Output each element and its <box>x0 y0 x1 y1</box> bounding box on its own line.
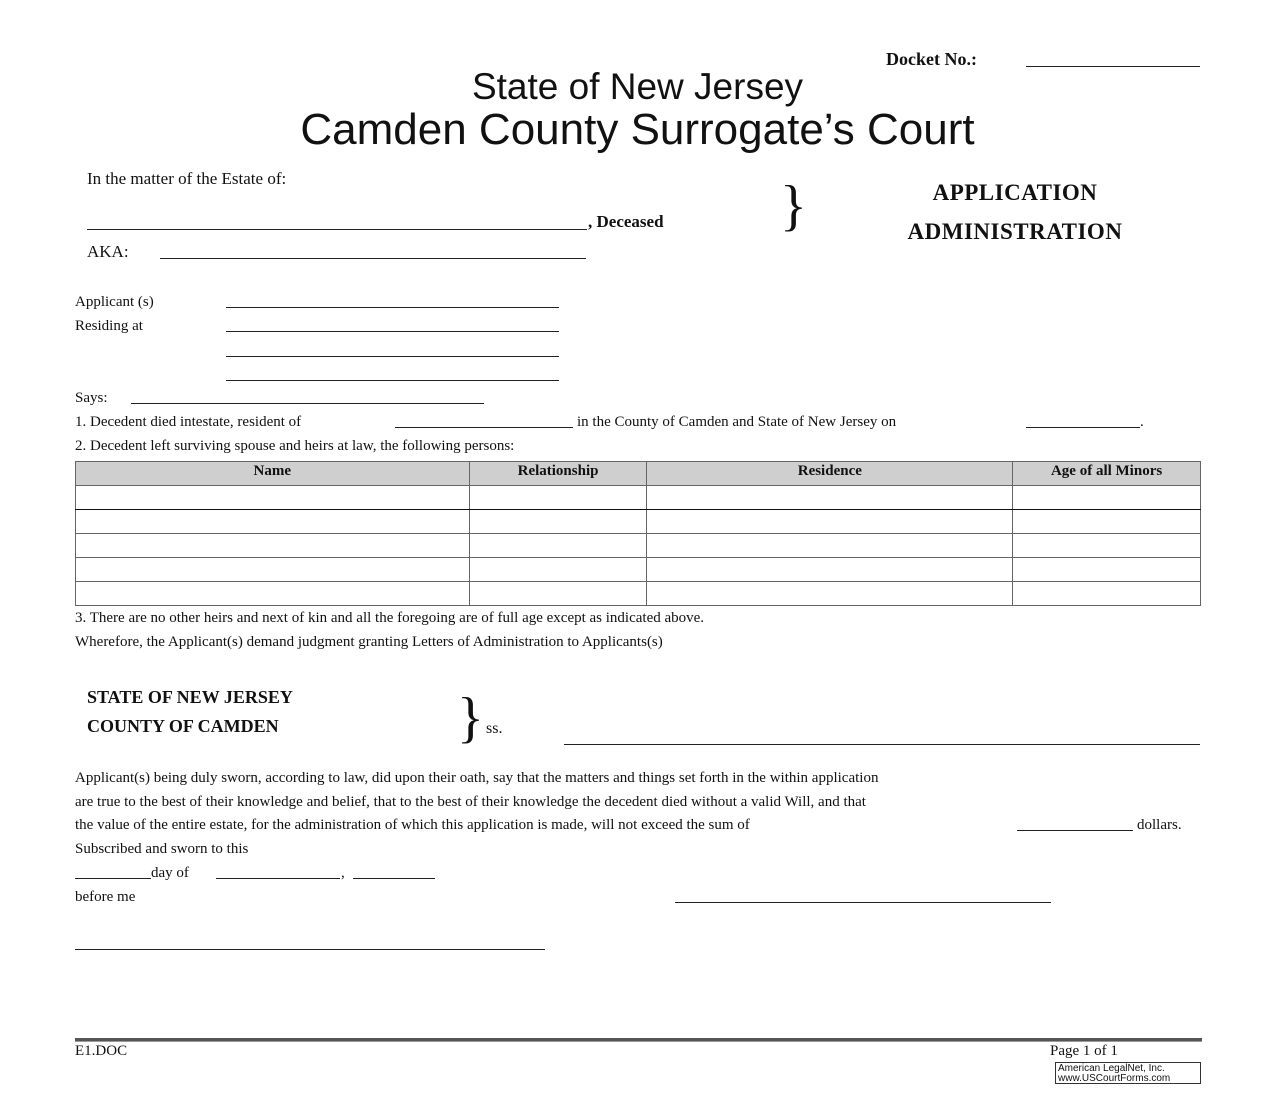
applicant-oath-signature-line[interactable] <box>675 902 1051 903</box>
cell-relationship[interactable] <box>469 582 647 606</box>
document-title-line2: ADMINISTRATION <box>907 219 1123 244</box>
table-row <box>76 582 1201 606</box>
aka-label: AKA: <box>87 242 129 261</box>
publisher-name: American LegalNet, Inc. <box>1058 1063 1165 1074</box>
table-row <box>76 510 1201 534</box>
cell-name[interactable] <box>76 486 470 510</box>
cell-name[interactable] <box>76 582 470 606</box>
caption-brace: } <box>780 175 807 237</box>
table-row <box>76 486 1201 510</box>
clause-3: 3. There are no other heirs and next of kin and all the foregoing are of full age except as indicated above. <box>75 610 705 626</box>
address-line-1[interactable] <box>226 331 559 332</box>
address-line-3[interactable] <box>226 380 559 381</box>
court-title: Camden County Surrogate’s Court <box>300 105 975 154</box>
says-field[interactable] <box>131 403 484 404</box>
cell-relationship[interactable] <box>469 534 647 558</box>
day-of-label: day of <box>151 865 189 881</box>
estate-label: In the matter of the Estate of: <box>87 169 287 188</box>
clause-1-middle: in the County of Camden and State of New Jersey on <box>577 414 897 430</box>
cell-age[interactable] <box>1013 510 1201 534</box>
cell-relationship[interactable] <box>469 558 647 582</box>
oath-line-3-suffix: dollars. <box>1137 817 1182 833</box>
aka-field[interactable] <box>160 258 586 259</box>
column-header-age-of-minors: Age of all Minors <box>1013 462 1201 486</box>
cell-name[interactable] <box>76 510 470 534</box>
clause-1-prefix: 1. Decedent died intestate, resident of <box>75 414 302 430</box>
cell-residence[interactable] <box>647 582 1013 606</box>
document-title-line1: APPLICATION <box>932 180 1098 205</box>
footer-page-number: Page 1 of 1 <box>1050 1043 1118 1059</box>
cell-age[interactable] <box>1013 558 1201 582</box>
before-me-label: before me <box>75 889 136 905</box>
cell-age[interactable] <box>1013 486 1201 510</box>
column-header-name: Name <box>76 462 470 486</box>
cell-age[interactable] <box>1013 534 1201 558</box>
oath-line-2: are true to the best of their knowledge and belief, that to the best of their knowledge the decedent died without a valid Will, and that <box>75 794 866 810</box>
footer-divider <box>75 1038 1202 1042</box>
venue-county: COUNTY OF CAMDEN <box>87 716 279 736</box>
oath-line-3-prefix: the value of the entire estate, for the administration of which this application is made, will not exceed the sum of <box>75 817 750 833</box>
cell-relationship[interactable] <box>469 510 647 534</box>
notary-signature-line[interactable] <box>75 949 545 950</box>
oath-line-1: Applicant(s) being duly sworn, according to law, did upon their oath, say that the matters and things set forth in the within application <box>75 770 879 786</box>
publisher-stamp <box>1055 1062 1201 1084</box>
residence-field[interactable] <box>395 427 573 428</box>
cell-age[interactable] <box>1013 582 1201 606</box>
venue-brace: } <box>457 687 484 749</box>
footer-doc-id: E1.DOC <box>75 1043 128 1059</box>
cell-residence[interactable] <box>647 510 1013 534</box>
table-row <box>76 534 1201 558</box>
clause-1-end: . <box>1140 414 1144 430</box>
wherefore-clause: Wherefore, the Applicant(s) demand judgment granting Letters of Administration to Applicants(s) <box>75 634 663 650</box>
column-header-relationship: Relationship <box>469 462 647 486</box>
death-date-field[interactable] <box>1026 427 1140 428</box>
clause-2: 2. Decedent left surviving spouse and heirs at law, the following persons: <box>75 438 515 454</box>
cell-residence[interactable] <box>647 486 1013 510</box>
date-comma: , <box>341 865 345 881</box>
says-label: Says: <box>75 390 108 406</box>
decedent-name-field[interactable] <box>87 229 587 230</box>
subscribed-label: Subscribed and sworn to this <box>75 841 249 857</box>
cell-relationship[interactable] <box>469 486 647 510</box>
applicant-field[interactable] <box>226 307 559 308</box>
venue-state: STATE OF NEW JERSEY <box>87 687 293 707</box>
cell-residence[interactable] <box>647 558 1013 582</box>
table-header-row <box>76 462 1201 486</box>
heirs-table <box>75 461 1201 606</box>
cell-name[interactable] <box>76 534 470 558</box>
cell-residence[interactable] <box>647 534 1013 558</box>
address-line-2[interactable] <box>226 356 559 357</box>
state-title: State of New Jersey <box>471 66 804 107</box>
day-field[interactable] <box>75 878 151 879</box>
estate-value-field[interactable] <box>1017 830 1133 831</box>
column-header-residence: Residence <box>647 462 1013 486</box>
residing-label: Residing at <box>75 318 143 334</box>
docket-label: Docket No.: <box>886 49 977 69</box>
publisher-url: www.USCourtForms.com <box>1058 1073 1171 1084</box>
deceased-label: , Deceased <box>588 212 664 231</box>
applicant-label: Applicant (s) <box>75 294 154 310</box>
year-field[interactable] <box>353 878 435 879</box>
cell-name[interactable] <box>76 558 470 582</box>
table-row <box>76 558 1201 582</box>
month-field[interactable] <box>216 878 340 879</box>
applicant-signature-line[interactable] <box>564 744 1200 745</box>
venue-ss: ss. <box>486 720 503 737</box>
